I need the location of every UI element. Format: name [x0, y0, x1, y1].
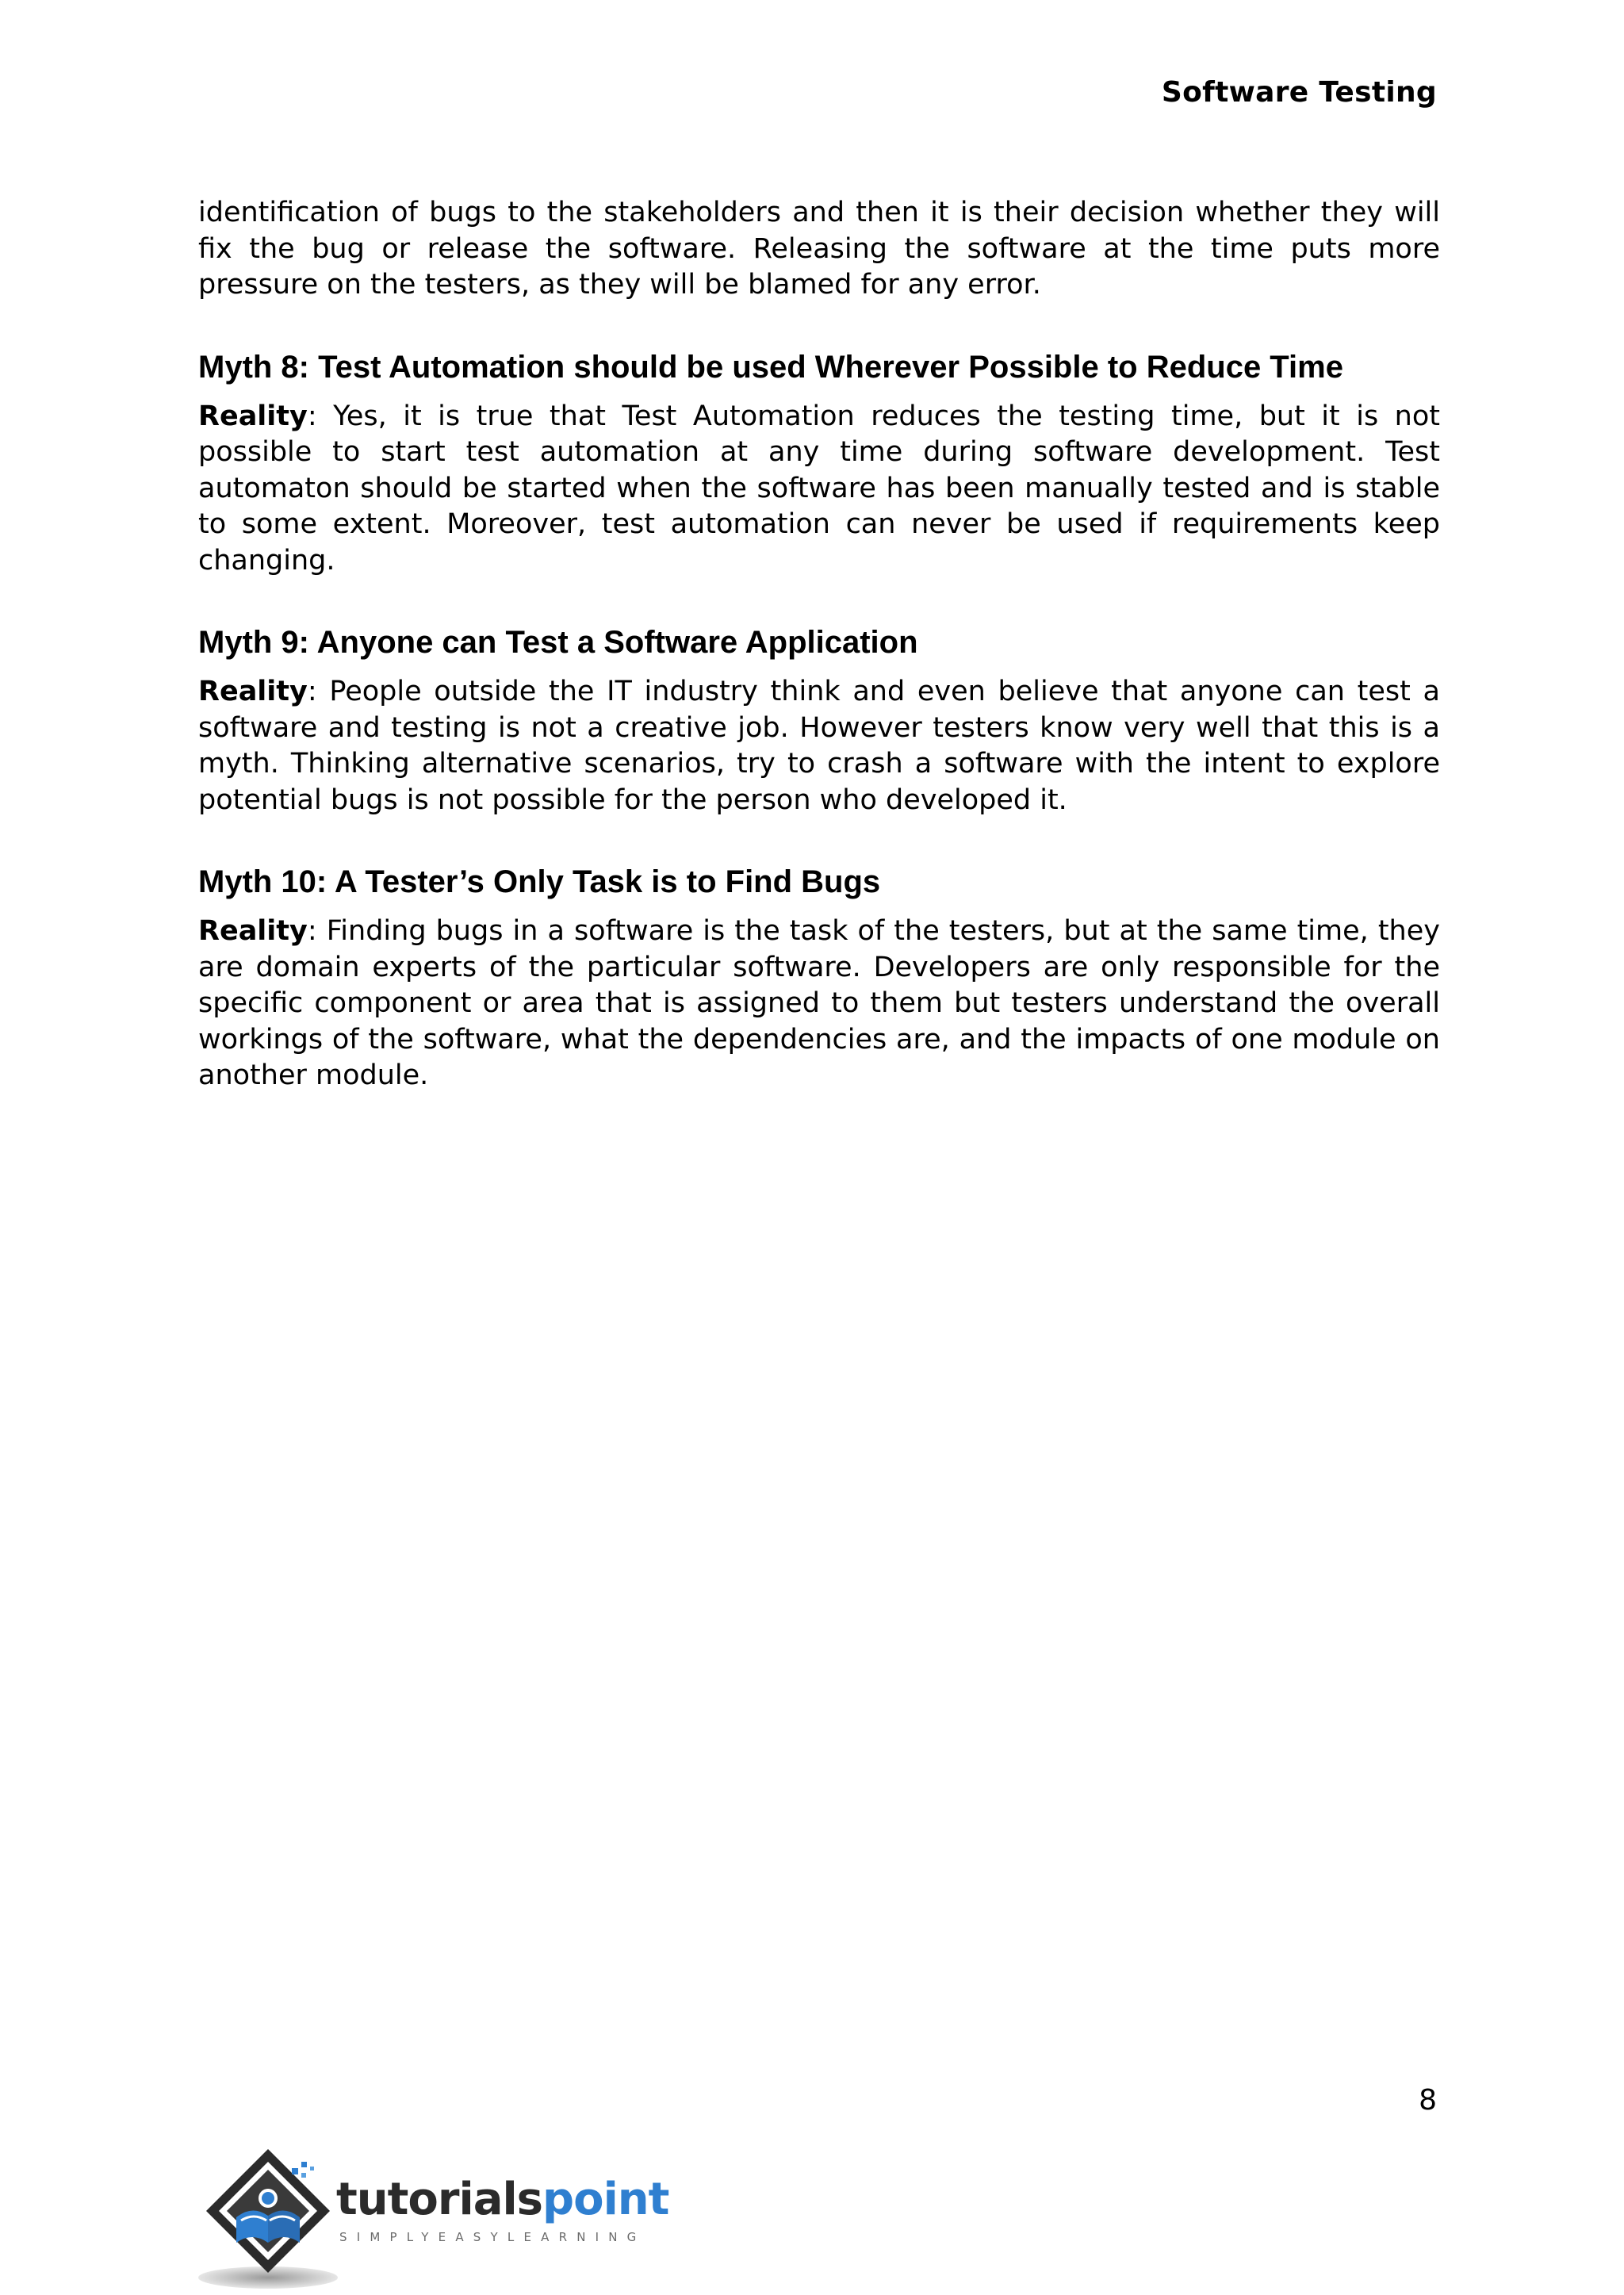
- running-header-title: Software Testing: [1161, 76, 1437, 109]
- reality-label: Reality: [198, 400, 308, 432]
- section-body-text: : Finding bugs in a software is the task of the testers, but at the same time, they are domain experts of the particular software. Developers are only responsible for the specific component or area that is assigned to them but testers understand the overall workings of the software, what the dependencies are, and the impacts of one module on another module.: [198, 915, 1440, 1091]
- section-paragraph: [198, 674, 1440, 818]
- section-heading: Myth 9: Anyone can Test a Software Application: [198, 625, 918, 660]
- logo-wordmark: [336, 2174, 668, 2225]
- page-content: [198, 195, 1440, 1094]
- section-paragraph: [198, 399, 1440, 580]
- section-myth-8: [198, 347, 1440, 580]
- section-body-text: : People outside the IT industry think and even believe that anyone can test a software and testing is not a creative job. However testers know very well that this is a myth. Thinking alternative scenarios, try to crash a software with the intent to explore potential bugs is not possible for the person who developed it.: [198, 676, 1440, 816]
- section-myth-10: [198, 861, 1440, 1094]
- section-paragraph: [198, 914, 1440, 1094]
- section-heading: Myth 10: A Tester’s Only Task is to Find Bugs: [198, 864, 881, 899]
- page-number: 8: [1419, 2084, 1437, 2117]
- reality-label: Reality: [198, 915, 308, 947]
- book-diamond-icon: [195, 2141, 346, 2292]
- reality-label: Reality: [198, 676, 308, 707]
- logo-tagline: SIMPLYEASYLEARNING: [339, 2230, 646, 2244]
- logo-word-point: point: [542, 2174, 669, 2225]
- tutorialspoint-logo: [195, 2141, 679, 2292]
- section-body-text: : Yes, it is true that Test Automation reduces the testing time, but it is not possible to start test automation at any time during software development. Test automaton should be started when the software has been manually tested and is stable to some extent. Moreover, test automation can never be used if requirements keep changing.: [198, 400, 1440, 577]
- section-heading: Myth 8: Test Automation should be used Wherever Possible to Reduce Time: [198, 349, 1343, 385]
- logo-word-tutorials: tutorials: [336, 2174, 543, 2225]
- intro-paragraph: identification of bugs to the stakeholders and then it is their decision whether they will fix the bug or release the software. Releasing the software at the time puts more pressure on the testers, as they will be blamed for any error.: [198, 197, 1440, 301]
- section-myth-9: [198, 622, 1440, 818]
